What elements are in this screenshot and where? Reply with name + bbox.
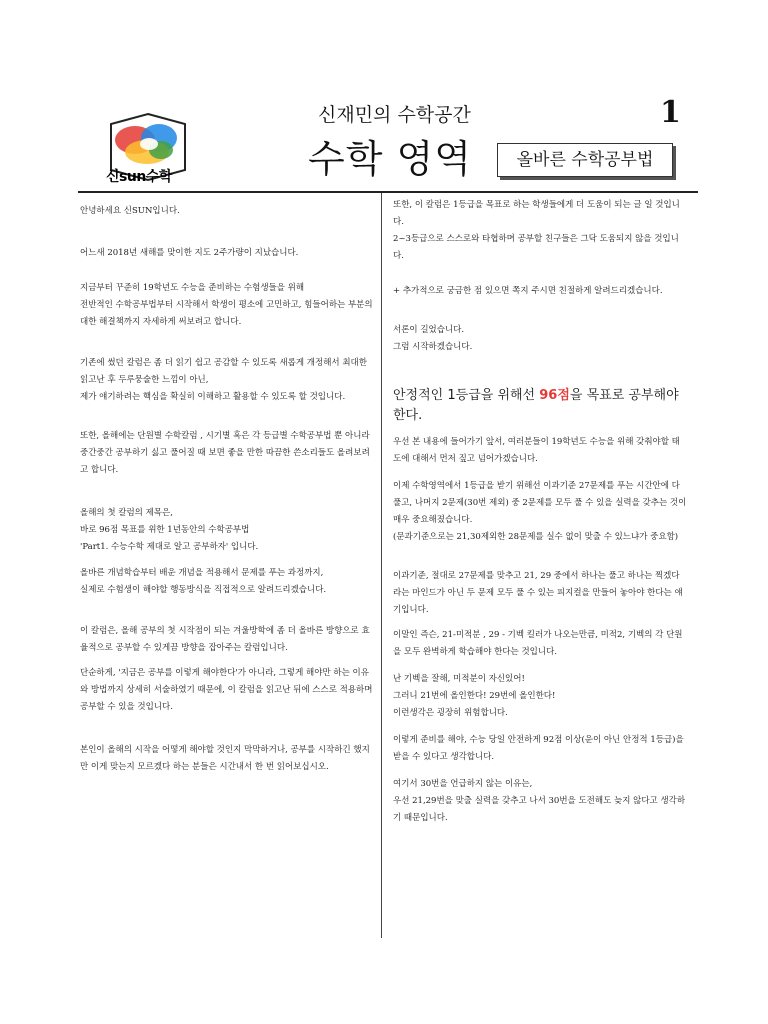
heading-highlight: 96점 [539,388,570,403]
paragraph: 서론이 길었습니다. 그럼 시작하겠습니다. [393,325,473,352]
topic-badge: 올바른 수학공부법 [497,143,673,177]
paragraph: 이말인 즉슨, 21-미적분 , 29 - 기벡 킬러가 나오는만큼, 미적2, 기벡의 각 단원을 모두 완벽하게 학습해야 한다는 것입니다. [393,630,683,657]
paragraph: 지금부터 꾸준히 19학년도 수능을 준비하는 수험생들을 위해 전반적인 수학공부법부터 시작해서 학생이 평소에 고민하고, 힘들어하는 부분의 대한 해결책까지 자세하게 써보려고 합니다. [80,283,373,327]
paragraph: 또한, 올해에는 단원별 수학칼럼 , 시기별 혹은 각 등급별 수학공부법 뿐 아니라 중간중간 공부하기 싫고 풀어질 때 보면 좋을 만한 따끔한 쓴소리들도 올려보려고 합니다. [80,431,370,475]
paragraph: 우선 본 내용에 들어가기 앞서, 여러분들이 19학년도 수능을 위해 갖춰야할 태도에 대해서 먼저 짚고 넘어가겠습니다. [393,437,680,464]
paragraph: 안녕하세요 신SUN입니다. [80,206,180,216]
paragraph: 올바른 개념학습부터 배운 개념을 적용해서 문제를 푸는 과정까지, 실제로 수험생이 해야할 행동방식을 직접적으로 알려드리겠습니다. [80,568,327,595]
paragraph: 이 칼럼은, 올해 공부의 첫 시작점이 되는 겨울방학에 좀 더 올바른 방향으로 효율적으로 공부할 수 있게끔 방향을 잡아주는 칼럼입니다. [80,626,370,653]
logo-text: 신sun수학 [106,169,172,185]
right-column [393,197,688,827]
section-heading [393,386,688,426]
paragraph: 난 기벡을 잘해, 미적분이 자신있어! 그러니 21번에 올인한다! 29번에 올인한다! 이런생각은 굉장히 위험합니다. [393,674,556,718]
heading-text: 안정적인 1등급을 위해선 [393,388,540,403]
paragraph: 본인이 올해의 시작을 어떻게 해야할 것인지 막막하거나, 공부를 시작하긴 했지만 이게 맞는지 모르겠다 하는 분들은 시간내서 한 번 읽어보십시오. [80,745,370,772]
paragraph: 또한, 이 칼럼은 1등급을 목표로 하는 학생들에게 더 도움이 되는 글 일 것입니다. 2~3등급으로 스스로와 타협하며 공부할 친구들은 그닥 도움되지 않을 것입니다. [393,200,680,261]
paragraph: 이렇게 준비를 해야, 수능 당일 안전하게 92점 이상(운이 아닌 안정적 1등급)을 받을 수 있다고 생각합니다. [393,735,684,762]
page-number: 1 [660,95,681,130]
paragraph: + 추가적으로 궁금한 점 있으면 쪽지 주시면 친절하게 알려드리겠습니다. [393,286,663,296]
paragraph: 이제 수학영역에서 1등급을 받기 위해선 이과기준 27문제를 푸는 시간안에 다 풀고, 나머지 2문제(30번 제외) 중 2문제를 모두 풀 수 있을 실력을 갖추는 것이 매우 중요해졌습니다. (문과기준으로는 21,30제외한 28문제를 실수 없이 맞출 수 있느냐가 중요함) [393,481,687,542]
heading-text: 을 목표로 공부해야 한다. [393,388,679,423]
paragraph: 이과기준, 절대로 27문제를 맞추고 21, 29 중에서 하나는 풀고 하나는 찍겠다 라는 마인드가 아닌 두 문제 모두 풀 수 있는 피지컬을 만들어 놓아야 한다는 얘기입니다. [393,571,683,615]
paragraph: 어느새 2018년 새해를 맞이한 지도 2주가량이 지났습니다. [80,248,299,258]
paragraph: 올해의 첫 칼럼의 제목은, 바로 96점 목표를 위한 1년동안의 수학공부법 'Part1. 수능수학 제대로 알고 공부하자' 입니다. [80,508,259,552]
left-column [80,197,375,776]
document-subtitle: 신재민의 수학공간 [318,104,471,126]
paragraph: 기존에 썼던 칼럼은 좀 더 읽기 쉽고 공감할 수 있도록 새롭게 개정해서 최대한 읽고난 후 두루뭉술한 느낌이 아닌, 제가 얘기하려는 핵심을 확실히 이해하고 활용할 수 있도록 할 것입니다. [80,358,367,402]
document-title: 수학 영역 [308,137,472,181]
paragraph: 단순하게, '지금은 공부를 이렇게 해야한다'가 아니라, 그렇게 해야만 하는 이유와 방법까지 상세히 서술하였기 때문에, 이 칼럼을 읽고난 뒤에 스스로 적용하며 공부할 수 있을 것입니다. [80,668,373,712]
paragraph: 여기서 30번을 언급하지 않는 이유는, 우선 21,29번을 맞출 실력을 갖추고 나서 30번을 도전해도 늦지 않다고 생각하기 때문입니다. [393,779,686,823]
column-divider [381,193,382,938]
header-divider [78,191,698,193]
